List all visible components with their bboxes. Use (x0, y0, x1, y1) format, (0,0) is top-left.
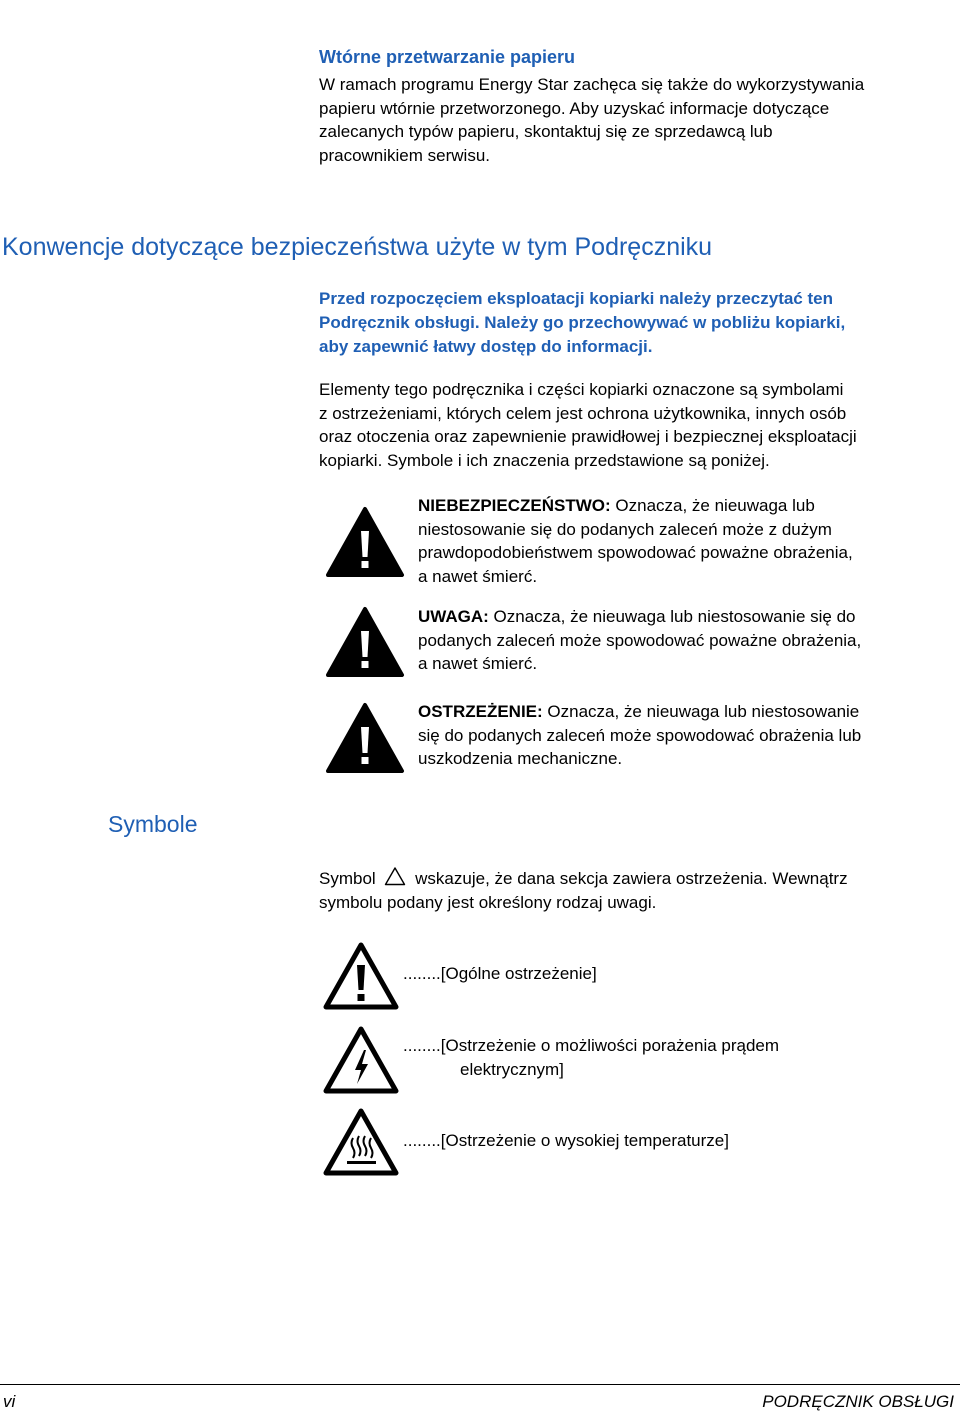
text-line: się do podanych zaleceń może spowodować obrażenia lub (418, 725, 862, 745)
warning-term: UWAGA: (418, 607, 489, 626)
page-number: vi (3, 1392, 16, 1411)
text-line: a nawet śmierć. (418, 566, 538, 586)
text-line: uszkodzenia mechaniczne. (418, 749, 623, 768)
high-temperature-warning-label: ........[Ostrzeżenie o wysokiej temperaturze] (403, 1131, 729, 1150)
text-line: oraz otoczenia oraz zapewnienie prawidłowej i bezpiecznej eksploatacji (319, 427, 857, 446)
text-line: zalecanych typów papieru, skontaktuj się ze sprzedawcą lub (319, 122, 773, 141)
text-line: W ramach programu Energy Star zachęca się także do wykorzystywania (319, 75, 865, 94)
text-line: papieru wtórnie przetworzonego. Aby uzyskać informacje dotyczące (319, 98, 830, 118)
recycling-paragraph (319, 73, 949, 167)
text-line: niestosowanie się do podanych zaleceń może z dużym (418, 519, 832, 539)
text-span: Oznacza, że nieuwaga lub (610, 496, 815, 515)
text-span: Oznacza, że nieuwaga lub niestosowanie (542, 702, 860, 721)
electric-shock-warning-icon (322, 1024, 400, 1096)
general-warning-label: ........[Ogólne ostrzeżenie] (403, 964, 597, 983)
footer-divider (0, 1384, 960, 1385)
text-line: pracownikiem serwisu. (319, 145, 490, 165)
warning-icon (325, 605, 405, 679)
danger-warning-icon (325, 505, 405, 579)
recycling-heading: Wtórne przetwarzanie papieru (319, 47, 576, 67)
safety-body (319, 378, 954, 472)
warning-description (418, 605, 938, 676)
text-line: symbolu podany jest określony rodzaj uwagi. (319, 892, 657, 912)
symbols-heading: Symbole (108, 811, 198, 837)
triangle-outline-icon (384, 866, 406, 886)
text-line: Elementy tego podręcznika i części kopiarki oznaczone są symbolami (319, 380, 844, 399)
safety-heading: Konwencje dotyczące bezpieczeństwa użyte w tym Podręczniku (2, 233, 713, 261)
text-line: Przed rozpoczęciem eksploatacji kopiarki należy przeczytać ten (319, 289, 833, 308)
caution-icon (325, 701, 405, 775)
general-warning-icon (322, 940, 400, 1012)
symbols-intro (319, 866, 949, 914)
text-span: Symbol (319, 869, 376, 888)
text-span: wskazuje, że dana sekcja zawiera ostrzeżenia. Wewnątrz (415, 869, 848, 888)
text-line: Podręcznik obsługi. Należy go przechowywać w pobliżu kopiarki, (319, 313, 846, 332)
safety-intro (319, 287, 949, 359)
danger-term: NIEBEZPIECZEŃSTWO: (418, 496, 611, 515)
text-line: a nawet śmierć. (418, 654, 538, 673)
danger-description (418, 494, 938, 588)
text-line: aby zapewnić łatwy dostęp do informacji. (319, 337, 653, 356)
electric-shock-warning-label (403, 1034, 779, 1081)
text-line: prawdopodobieństwem spowodować poważne obrażenia, (418, 543, 853, 562)
text-line: podanych zaleceń może spowodować poważne obrażenia, (418, 630, 862, 650)
text-line: z ostrzeżeniami, których celem jest ochrona użytkownika, innych osób (319, 403, 847, 423)
text-line: ........[Ostrzeżenie o możliwości porażenia prądem (403, 1036, 780, 1055)
caution-description (418, 700, 938, 771)
text-line: kopiarki. Symbole i ich znaczenia przedstawione są poniżej. (319, 450, 770, 470)
high-temperature-warning-icon (322, 1106, 400, 1178)
text-line: elektrycznym] (460, 1059, 564, 1079)
footer-title: PODRĘCZNIK OBSŁUGI (762, 1392, 954, 1411)
text-span: Oznacza, że nieuwaga lub niestosowanie się do (488, 607, 856, 626)
caution-term: OSTRZEŻENIE: (418, 702, 543, 721)
